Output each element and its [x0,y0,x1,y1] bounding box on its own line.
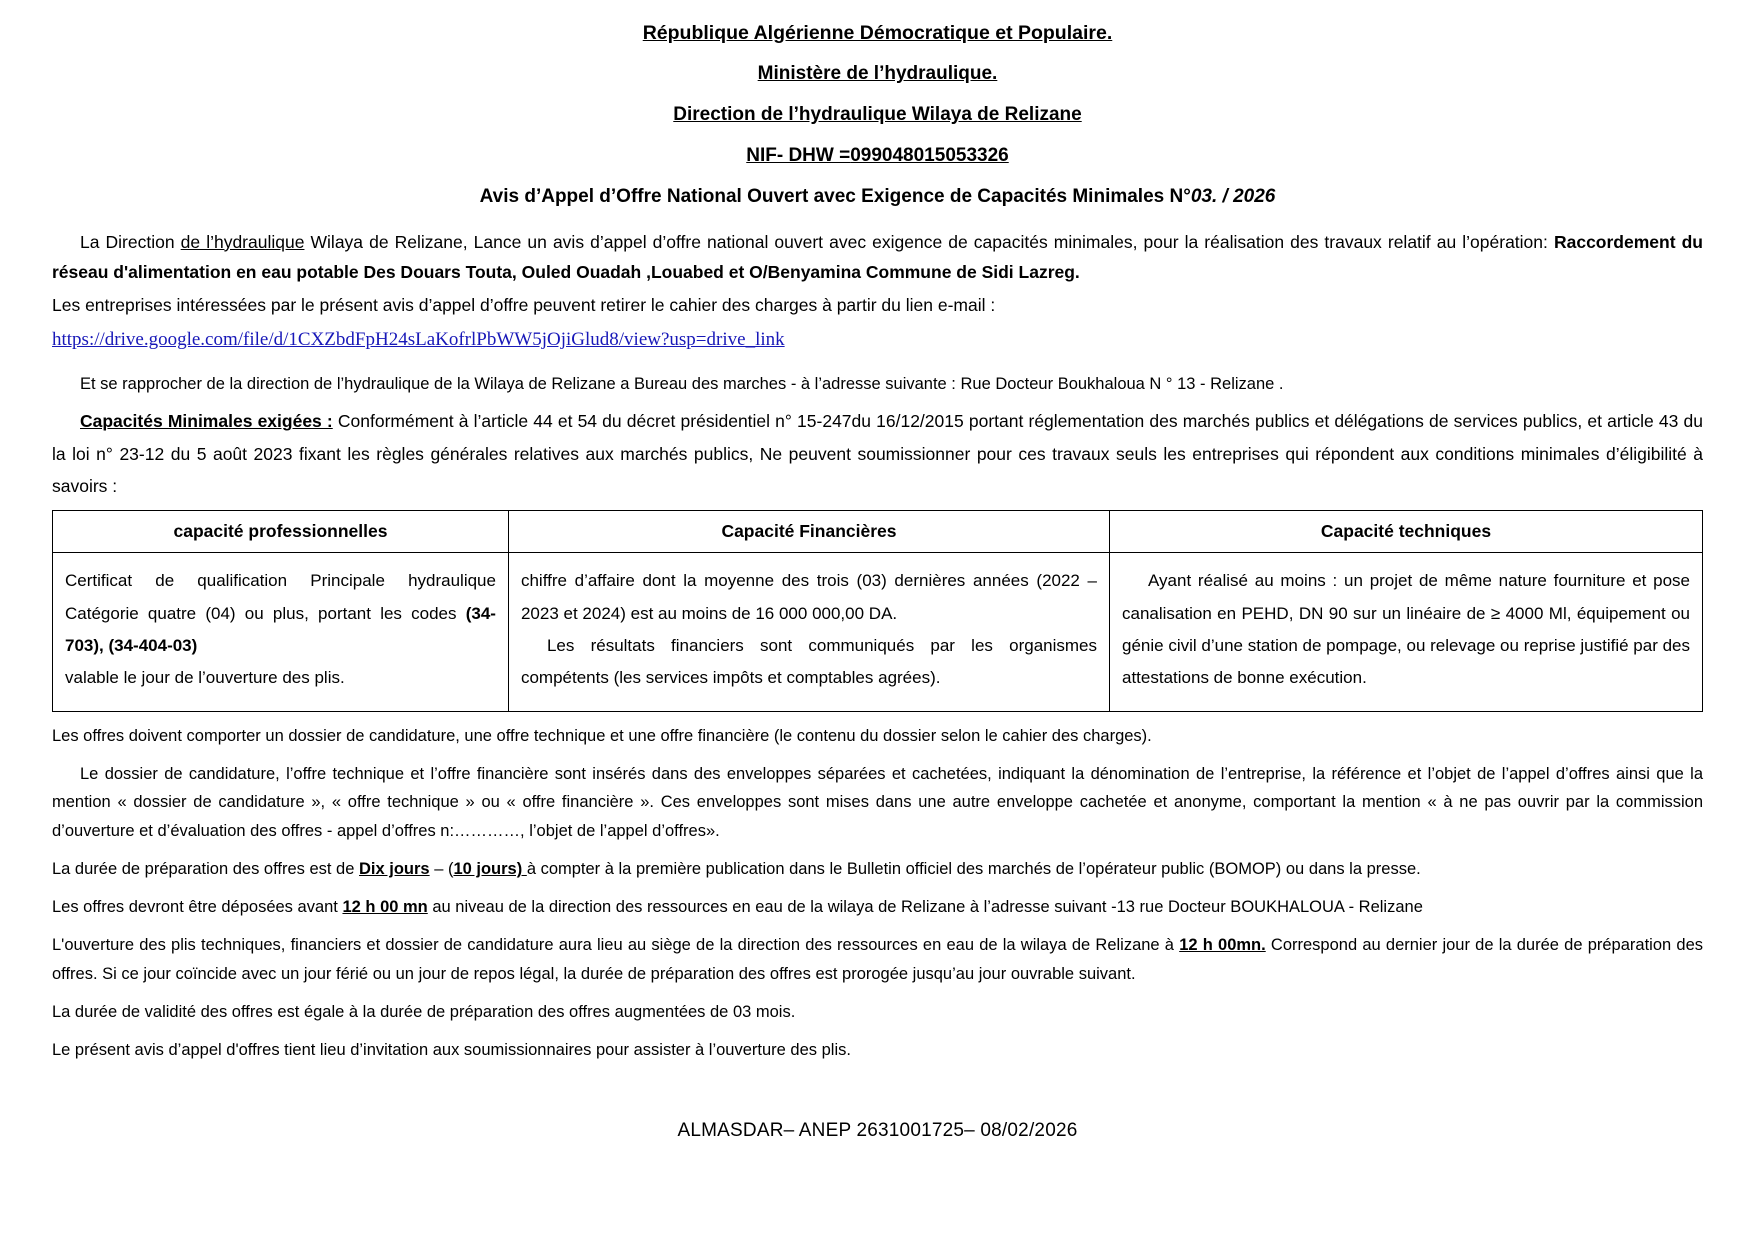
depot-text-c: au niveau de la direction des ressources en eau de la wilaya de Relizane à l’adresse suivant -13 rue Docteur BOUKHALOUA - Relizane [427,898,1423,917]
header-line-republic [52,22,1703,45]
duree-text-e: à compter à la première publication dans le Bulletin officiel des marchés de l’opérateur public (BOMOP) ou dans la presse. [526,860,1421,879]
nif-value: 099048015053326 [850,144,1009,166]
cell-prof-codes: (34-703), (34-404-03) [65,603,496,656]
cahier-des-charges-link[interactable]: https://drive.google.com/file/d/1CXZbdFpH24sLaKofrlPbWW5jOjiGlud8/view?usp=drive_link [52,329,785,351]
table-header-financiere: Capacité Financières [508,511,1109,553]
capacites-minimales-title: Capacités Minimales exigées : [80,411,333,432]
body-paragraph-duree-preparation [52,855,1703,884]
header-line-nif [52,145,1703,168]
cell-capacite-technique [1110,553,1703,711]
body-paragraph-depot-offres [52,893,1703,922]
depot-heure: 12 h 00 mn [342,898,428,917]
ouverture-text-c: Correspond au dernier jour de la durée de préparation des offres. Si ce jour coïncide avec un jour férié ou un jour de repos légal, la durée de préparation des offres est prorogée jusqu’au jour ouvrable suivant. [52,935,1703,983]
duree-text-a: La durée de préparation des offres est de [52,860,359,879]
intro-underlined: de l’hydraulique [180,231,305,252]
intro-part1: La Direction [80,231,181,252]
table-header-technique: Capacité techniques [1110,511,1703,553]
cell-prof-line1 [65,565,496,662]
intro-paragraph [52,227,1703,288]
table-header-row [53,511,1703,553]
body-paragraph-validite: La durée de validité des offres est égale à la durée de préparation des offres augmentées de 03 mois. [52,1002,796,1021]
avis-number: 03. / 2026 [1190,185,1276,207]
intro-part3: : [1543,231,1554,252]
depot-text-a: Les offres devront être déposées avant [52,898,343,917]
duree-text-c: – ( [429,860,454,879]
table-row [53,553,1703,711]
capacites-minimales-text: Conformément à l’article 44 et 54 du décret présidentiel n° 15-247du 16/12/2015 portant réglementation des marchés publics et délégations de services publics, et article 43 du la loi n° 23-12 du 5 août 2023 fixant les règles générales relatives aux marchés publics, Ne peuvent soumissionner pour ces travaux seuls les entreprises qui répondent aux conditions minimales d’éligibilité à savoirs : [52,411,1703,497]
cell-fin-line2: Les résultats financiers sont communiqués par les organismes compétents (les services impôts et comptables agrées). [520,636,1097,688]
ouverture-text-a: L'ouverture des plis techniques, financiers et dossier de candidature aura lieu au siège de la direction des ressources en eau de la wilaya de Relizane à [52,935,1180,954]
header-direction-text: Direction de l’hydraulique Wilaya de Relizane [673,104,1082,126]
intro-part2: Wilaya de Relizane, Lance un avis d’appel d’offre national ouvert avec exigence de capacités minimales, pour la réalisation des travaux relatif au l’opération [304,231,1544,252]
body-paragraph-enveloppes: Le dossier de candidature, l’offre technique et l’offre financière sont insérés dans des enveloppes séparées et cachetées, indiquant la dénomination de l’entreprise, la référence et l’objet de l’appel d’offres ainsi que la mention « dossier de candidature », « offre technique » ou « offre financière ». Ces enveloppes sont mises dans une autre enveloppe cachetée et anonyme, comportant la mention « à ne pas ouvrir par la commission d’ouverture et d’évaluation des offres - appel d’offres n:…………, l’objet de l’appel d’offres». [52,764,1703,841]
ouverture-heure: 12 h 00mn. [1179,935,1266,954]
header-line-avis [52,186,1703,209]
cahier-des-charges-link-wrapper [52,326,1703,355]
body-paragraph-invitation: Le présent avis d’appel d'offres tient lieu d’invitation aux soumissionnaires pour assister à l’ouverture des plis. [52,1040,851,1059]
header-ministry-text: Ministère de l’hydraulique. [757,63,998,85]
capacites-table [52,510,1703,711]
capacites-minimales-paragraph [52,405,1703,502]
operation-title: Raccordement du réseau d'alimentation en eau potable Des Douars Touta, Ouled Ouadah ,Louabed et O/Benyamina Commune de Sidi Lazreg. [52,231,1703,283]
cell-fin-line1: chiffre d’affaire dont la moyenne des trois (03) dernières années (2022 – 2023 et 2024) est au moins de 16 000 000,00 DA. [520,571,1097,623]
header-line-ministry [52,63,1703,86]
duree-dix-jours: Dix jours [359,860,430,879]
body-section [52,722,1703,1065]
body-paragraph-offres-contenu: Les offres doivent comporter un dossier de candidature, une offre technique et une offre financière (le contenu du dossier selon le cahier des charges). [52,726,1152,745]
header-republic-text: République Algérienne Démocratique et Populaire. [642,22,1113,44]
duree-10-jours: 10 jours) [453,860,527,879]
footer-anep: ALMASDAR– ANEP 2631001725– 08/02/2026 [677,1120,1078,1142]
avis-title-text: Avis d’Appel d’Offre National Ouvert avec Exigence de Capacités Minimales N° [479,185,1191,207]
body-paragraph-ouverture-plis [52,931,1703,989]
adresse-paragraph: Et se rapprocher de la direction de l’hydraulique de la Wilaya de Relizane a Bureau des marches - à l’adresse suivante : Rue Docteur Boukhaloua N ° 13 - Relizane . [80,374,1284,393]
cell-capacite-financiere [508,553,1109,711]
cell-tech-line1: Ayant réalisé au moins : un projet de même nature fourniture et pose canalisation en PEHD, DN 90 sur un linéaire de ≥ 4000 Ml, équipement ou génie civil d’une station de pompage, ou relevage ou reprise justifié par des attestations de bonne exécution. [1122,571,1690,688]
nif-label: NIF- DHW = [746,144,851,166]
cell-prof-text1: Certificat de qualification Principale hydraulique Catégorie quatre (04) ou plus, portant les codes [65,571,496,623]
cell-prof-line2: valable le jour de l’ouverture des plis. [65,668,345,688]
retrait-paragraph: Les entreprises intéressées par le présent avis d’appel d’offre peuvent retirer le cahier des charges à partir du lien e-mail : [52,294,996,315]
table-header-professionnelle: capacité professionnelles [53,511,509,553]
cell-capacite-professionnelle [53,553,509,711]
header-line-direction [52,104,1703,127]
